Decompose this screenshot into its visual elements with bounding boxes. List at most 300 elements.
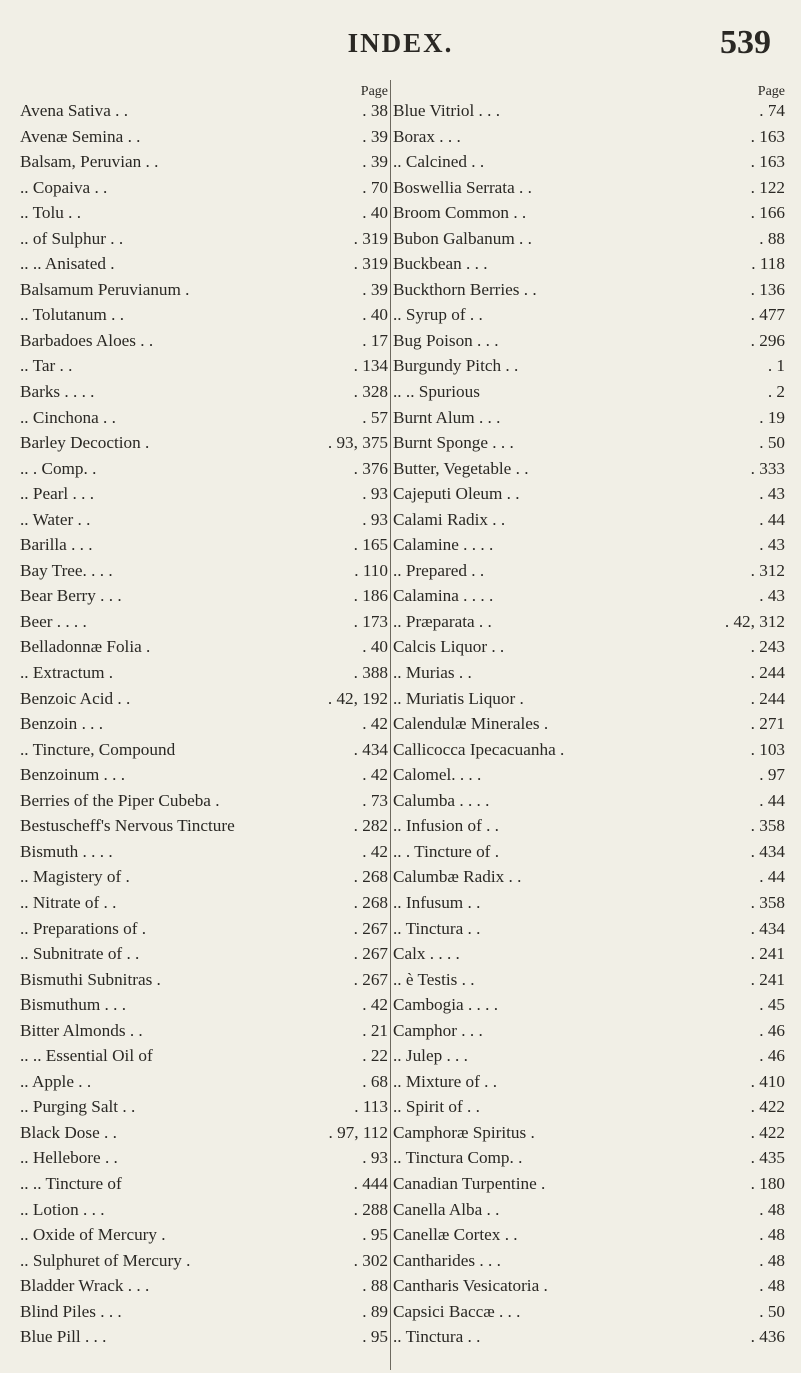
entry-term: Cajeputi Oleum . . xyxy=(393,484,520,504)
entry-term: Blue Vitriol . . . xyxy=(393,101,501,120)
index-column-left xyxy=(20,80,388,1350)
entry-page: . 422 xyxy=(750,1122,785,1142)
entry-term: .. Tinctura . . xyxy=(393,918,481,938)
entry-page: . 43 xyxy=(759,586,785,606)
entry-page: . 244 xyxy=(750,663,785,683)
entry-page: . 103 xyxy=(750,739,785,759)
entry-term: .. Tinctura Comp. . xyxy=(393,1148,523,1168)
index-entry xyxy=(20,405,388,431)
entry-page: . 42 xyxy=(362,765,388,785)
entry-page: . 74 xyxy=(759,101,785,120)
index-entry xyxy=(393,788,785,814)
entry-page: . 165 xyxy=(353,535,388,555)
index-entry xyxy=(393,583,785,609)
entry-term: .. Purging Salt . . xyxy=(20,1097,136,1117)
entry-term: .. Calcined . . xyxy=(393,152,485,172)
index-entry xyxy=(393,711,785,737)
entry-page: . 1 xyxy=(767,356,785,376)
entry-term: Calendulæ Minerales . xyxy=(393,714,549,734)
entry-page: . 97, 112 xyxy=(328,1122,388,1142)
entry-term: Capsici Baccæ . . . xyxy=(393,1301,521,1321)
index-entry xyxy=(393,941,785,967)
entry-page: . 93 xyxy=(362,484,388,504)
entry-page: . 42, 312 xyxy=(724,611,785,631)
index-entry xyxy=(20,1324,388,1350)
entry-term: .. Infusion of . . xyxy=(393,816,499,836)
entry-page: . 21 xyxy=(362,1020,388,1040)
index-entry xyxy=(393,992,785,1018)
entry-term: Calumba . . . . xyxy=(393,790,490,810)
index-entry xyxy=(393,328,785,354)
index-entry xyxy=(20,992,388,1018)
entry-page: . 241 xyxy=(750,944,785,964)
entry-term: Barks . . . . xyxy=(20,382,95,402)
index-entry xyxy=(393,839,785,865)
entry-page: . 48 xyxy=(759,1225,785,1245)
index-entry xyxy=(20,481,388,507)
index-entry xyxy=(20,1222,388,1248)
entry-term: Belladonnæ Folia . xyxy=(20,637,151,657)
index-entry xyxy=(393,737,785,763)
entry-term: .. . Tincture of . xyxy=(393,841,499,861)
index-entry xyxy=(20,175,388,201)
page-title: INDEX. xyxy=(347,28,454,58)
index-entry xyxy=(20,1120,388,1146)
entry-term: Broom Common . . xyxy=(393,203,527,223)
entry-page: . 328 xyxy=(353,382,388,402)
index-entry xyxy=(393,1043,785,1069)
entry-page: . 22 xyxy=(362,1046,388,1066)
entry-page: . 434 xyxy=(750,918,785,938)
entry-page: . 434 xyxy=(353,739,388,759)
entry-page: . 166 xyxy=(750,203,785,223)
index-entry xyxy=(20,353,388,379)
index-entry xyxy=(20,660,388,686)
entry-term: .. Julep . . . xyxy=(393,1046,468,1066)
index-entry xyxy=(20,890,388,916)
entry-page: . 243 xyxy=(750,637,785,657)
entry-term: .. Tolutanum . . xyxy=(20,305,124,325)
entry-term: .. Tolu . . xyxy=(20,203,82,223)
index-entry xyxy=(393,762,785,788)
entry-page: . 38 xyxy=(362,101,388,120)
entry-term: Bitter Almonds . . xyxy=(20,1020,143,1040)
index-entry xyxy=(393,634,785,660)
entry-term: .. .. Essential Oil of xyxy=(20,1046,153,1066)
entry-term: .. Spirit of . . xyxy=(393,1097,480,1117)
entry-page: . 17 xyxy=(362,330,388,350)
index-entry xyxy=(393,1197,785,1223)
index-entry xyxy=(393,558,785,584)
entry-term: Calamine . . . . xyxy=(393,535,494,555)
entry-page: . 110 xyxy=(354,560,388,580)
entry-page: . 422 xyxy=(750,1097,785,1117)
entry-page: . 42 xyxy=(362,714,388,734)
index-entry xyxy=(20,532,388,558)
entry-page: . 122 xyxy=(750,177,785,197)
index-entry xyxy=(20,200,388,226)
index-entry xyxy=(20,456,388,482)
index-entry xyxy=(393,660,785,686)
index-entry xyxy=(393,864,785,890)
index-entry xyxy=(20,149,388,175)
entry-page: . 48 xyxy=(759,1276,785,1296)
index-entry xyxy=(393,251,785,277)
entry-term: Barley Decoction . xyxy=(20,433,150,453)
index-entry xyxy=(20,558,388,584)
entry-page: . 244 xyxy=(750,688,785,708)
index-entry xyxy=(20,1018,388,1044)
index-entry xyxy=(20,864,388,890)
entry-page: . 95 xyxy=(362,1327,388,1347)
entry-term: .. Subnitrate of . . xyxy=(20,944,140,964)
entry-page: . 97 xyxy=(759,765,785,785)
entry-page: . 312 xyxy=(750,560,785,580)
index-entry xyxy=(20,1069,388,1095)
entry-page: . 42 xyxy=(362,841,388,861)
entry-term: Black Dose . . xyxy=(20,1122,117,1142)
entry-term: .. Lotion . . . xyxy=(20,1199,105,1219)
entry-term: Blind Piles . . . xyxy=(20,1301,122,1321)
index-entry xyxy=(393,1094,785,1120)
index-entry xyxy=(20,916,388,942)
index-entry xyxy=(393,430,785,456)
entry-term: .. Hellebore . . xyxy=(20,1148,118,1168)
entry-page: . 268 xyxy=(353,892,388,912)
index-entry xyxy=(20,379,388,405)
entry-page: . 388 xyxy=(353,663,388,683)
entry-term: .. Apple . . xyxy=(20,1071,92,1091)
entry-page: . 319 xyxy=(353,228,388,248)
page-header xyxy=(0,0,801,80)
entry-term: Callicocca Ipecacuanha . xyxy=(393,739,565,759)
entry-term: Cantharis Vesicatoria . xyxy=(393,1276,548,1296)
entry-page: . 73 xyxy=(362,790,388,810)
entry-page: . 93 xyxy=(362,509,388,529)
entry-page: . 50 xyxy=(759,1301,785,1321)
entry-page: . 163 xyxy=(750,152,785,172)
page-column-label: Page xyxy=(757,84,785,99)
index-entry xyxy=(20,762,388,788)
entry-term: .. Murias . . xyxy=(393,663,472,683)
entry-term: .. Extractum . xyxy=(20,663,114,683)
entry-page: . 43 xyxy=(759,535,785,555)
entry-term: Bug Poison . . . xyxy=(393,330,499,350)
entry-term: Barilla . . . xyxy=(20,535,93,555)
entry-page: . 288 xyxy=(353,1199,388,1219)
index-entry xyxy=(20,1043,388,1069)
entry-page: . 136 xyxy=(750,279,785,299)
entry-term: .. Infusum . . xyxy=(393,892,481,912)
entry-term: Calumbæ Radix . . xyxy=(393,867,522,887)
index-entry xyxy=(393,200,785,226)
index-entry xyxy=(393,277,785,303)
entry-term: Camphor . . . xyxy=(393,1020,483,1040)
entry-term: Calamina . . . . xyxy=(393,586,494,606)
entry-page: . 50 xyxy=(759,433,785,453)
entry-page: . 267 xyxy=(353,918,388,938)
entry-term: .. Water . . xyxy=(20,509,91,529)
entry-term: Calx . . . . xyxy=(393,944,460,964)
index-entry xyxy=(20,251,388,277)
entry-term: Butter, Vegetable . . xyxy=(393,458,529,478)
entry-term: .. Magistery of . xyxy=(20,867,130,887)
index-entry xyxy=(393,353,785,379)
entry-term: .. Tinctura . . xyxy=(393,1327,481,1347)
entry-term: .. Syrup of . . xyxy=(393,305,483,325)
index-entry xyxy=(20,1171,388,1197)
entry-page: . 410 xyxy=(750,1071,785,1091)
column-divider xyxy=(390,80,391,1370)
index-entry xyxy=(20,967,388,993)
index-entry xyxy=(393,1299,785,1325)
entry-term: .. Præparata . . xyxy=(393,611,492,631)
index-entry xyxy=(393,124,785,150)
entry-term: Boswellia Serrata . . xyxy=(393,177,532,197)
entry-page: . 186 xyxy=(353,586,388,606)
entry-page: . 282 xyxy=(353,816,388,836)
index-entry xyxy=(393,226,785,252)
entry-page: . 95 xyxy=(362,1225,388,1245)
index-entry xyxy=(20,839,388,865)
entry-term: Canadian Turpentine . xyxy=(393,1173,546,1193)
entry-page: . 113 xyxy=(354,1097,388,1117)
entry-term: .. Prepared . . xyxy=(393,560,485,580)
entry-page: . 302 xyxy=(353,1250,388,1270)
entry-page: . 44 xyxy=(759,790,785,810)
entry-page: . 2 xyxy=(767,382,785,402)
entry-page: . 40 xyxy=(362,637,388,657)
entry-term: .. Muriatis Liquor . xyxy=(393,688,524,708)
entry-term: .. Cinchona . . xyxy=(20,407,116,427)
index-entry xyxy=(393,1273,785,1299)
entry-term: Benzoin . . . xyxy=(20,714,104,734)
entry-page: . 68 xyxy=(362,1071,388,1091)
entry-page: . 436 xyxy=(750,1327,785,1347)
entry-term: .. .. Tincture of xyxy=(20,1173,122,1193)
entry-term: Cantharides . . . xyxy=(393,1250,501,1270)
index-entry xyxy=(393,1120,785,1146)
entry-term: Berries of the Piper Cubeba . xyxy=(20,790,220,810)
entry-term: Bay Tree. . . . xyxy=(20,560,113,580)
entry-page: . 435 xyxy=(750,1148,785,1168)
entry-term: Canella Alba . . xyxy=(393,1199,500,1219)
entry-term: .. of Sulphur . . xyxy=(20,228,124,248)
entry-term: Benzoinum . . . xyxy=(20,765,126,785)
index-entry xyxy=(393,456,785,482)
entry-page: . 267 xyxy=(353,969,388,989)
entry-term: .. . Comp. . xyxy=(20,458,97,478)
entry-page: . 48 xyxy=(759,1250,785,1270)
index-entry xyxy=(20,277,388,303)
index-entry xyxy=(20,226,388,252)
index-entry xyxy=(393,98,785,124)
index-entry xyxy=(393,1222,785,1248)
entry-page: . 134 xyxy=(353,356,388,376)
entry-page: . 173 xyxy=(353,611,388,631)
entry-page: . 241 xyxy=(750,969,785,989)
entry-term: Balsamum Peruvianum . xyxy=(20,279,190,299)
index-entry xyxy=(393,1324,785,1350)
index-entry xyxy=(393,916,785,942)
entry-page: . 40 xyxy=(362,203,388,223)
entry-term: Burnt Alum . . . xyxy=(393,407,501,427)
entry-page: . 180 xyxy=(750,1173,785,1193)
index-entry xyxy=(393,405,785,431)
entry-term: Bubon Galbanum . . xyxy=(393,228,532,248)
index-entry xyxy=(20,124,388,150)
entry-term: .. è Testis . . xyxy=(393,969,475,989)
entry-term: .. Oxide of Mercury . xyxy=(20,1225,166,1245)
index-entry xyxy=(20,609,388,635)
index-entry xyxy=(393,890,785,916)
index-entry xyxy=(393,1171,785,1197)
index-entry xyxy=(20,1248,388,1274)
index-entry xyxy=(20,430,388,456)
entry-page: . 88 xyxy=(362,1276,388,1296)
entry-term: Calcis Liquor . . xyxy=(393,637,505,657)
entry-page: . 44 xyxy=(759,509,785,529)
index-entry xyxy=(20,941,388,967)
entry-page: . 40 xyxy=(362,305,388,325)
entry-term: Burgundy Pitch . . xyxy=(393,356,519,376)
entry-term: Cambogia . . . . xyxy=(393,995,499,1015)
entry-page: . 93 xyxy=(362,1148,388,1168)
page-column-label: Page xyxy=(360,84,388,99)
entry-page: . 43 xyxy=(759,484,785,504)
entry-term: .. Pearl . . . xyxy=(20,484,94,504)
index-entry xyxy=(393,149,785,175)
entry-term: Buckthorn Berries . . xyxy=(393,279,537,299)
entry-term: Bismuthi Subnitras . xyxy=(20,969,161,989)
entry-page: . 48 xyxy=(759,1199,785,1219)
index-entry xyxy=(393,302,785,328)
page-number: 539 xyxy=(720,24,771,61)
index-entry xyxy=(20,1299,388,1325)
index-entry xyxy=(393,532,785,558)
entry-term: .. Tar . . xyxy=(20,356,73,376)
entry-term: Beer . . . . xyxy=(20,611,87,631)
index-entry xyxy=(20,634,388,660)
index-entry xyxy=(20,737,388,763)
index-entry xyxy=(20,1197,388,1223)
index-entry xyxy=(20,788,388,814)
entry-term: .. Tincture, Compound xyxy=(20,739,176,759)
entry-term: .. Preparations of . xyxy=(20,918,147,938)
entry-term: Burnt Sponge . . . xyxy=(393,433,514,453)
entry-page: . 268 xyxy=(353,867,388,887)
entry-term: Bestuscheff's Nervous Tincture xyxy=(20,816,235,836)
entry-page: . 46 xyxy=(759,1020,785,1040)
index-entry xyxy=(393,813,785,839)
index-entry xyxy=(20,328,388,354)
entry-page: . 57 xyxy=(362,407,388,427)
entry-page: . 89 xyxy=(362,1301,388,1321)
entry-page: . 358 xyxy=(750,892,785,912)
entry-page: . 434 xyxy=(750,841,785,861)
entry-page: . 376 xyxy=(353,458,388,478)
entry-term: Buckbean . . . xyxy=(393,254,488,274)
entry-term: Bismuthum . . . xyxy=(20,995,127,1015)
index-entry xyxy=(20,1273,388,1299)
index-entry xyxy=(20,302,388,328)
entry-page: . 163 xyxy=(750,126,785,146)
entry-term: Bismuth . . . . xyxy=(20,841,113,861)
entry-term: Bear Berry . . . xyxy=(20,586,122,606)
index-entry xyxy=(393,609,785,635)
index-entry xyxy=(20,583,388,609)
entry-page: . 118 xyxy=(751,254,785,274)
entry-term: Balsam, Peruvian . . xyxy=(20,152,159,172)
entry-term: Blue Pill . . . xyxy=(20,1327,107,1347)
index-column-right xyxy=(393,80,785,1350)
index-entry xyxy=(393,175,785,201)
entry-page: . 358 xyxy=(750,816,785,836)
entry-term: Benzoic Acid . . xyxy=(20,688,131,708)
entry-page: . 271 xyxy=(750,714,785,734)
index-entry xyxy=(393,1145,785,1171)
entry-term: .. .. Anisated . xyxy=(20,254,115,274)
entry-page: . 39 xyxy=(362,126,388,146)
entry-page: . 46 xyxy=(759,1046,785,1066)
index-entry xyxy=(20,1145,388,1171)
entry-term: Barbadoes Aloes . . xyxy=(20,330,154,350)
index-entry xyxy=(393,1248,785,1274)
entry-term: Canellæ Cortex . . xyxy=(393,1225,518,1245)
entry-term: .. Copaiva . . xyxy=(20,177,108,197)
entry-term: Avenæ Semina . . xyxy=(20,126,141,146)
index-entry xyxy=(393,686,785,712)
entry-page: . 70 xyxy=(362,177,388,197)
entry-page: . 267 xyxy=(353,944,388,964)
index-entry xyxy=(393,507,785,533)
entry-term: .. .. Spurious xyxy=(393,382,480,402)
index-entry xyxy=(20,813,388,839)
index-entry xyxy=(20,686,388,712)
entry-page: . 39 xyxy=(362,152,388,172)
entry-page: . 45 xyxy=(759,995,785,1015)
entry-term: Bladder Wrack . . . xyxy=(20,1276,150,1296)
index-entry xyxy=(393,481,785,507)
entry-page: . 444 xyxy=(353,1173,388,1193)
entry-term: Calomel. . . . xyxy=(393,765,482,785)
index-entry xyxy=(393,1069,785,1095)
entry-term: .. Mixture of . . xyxy=(393,1071,498,1091)
index-entry xyxy=(393,379,785,405)
entry-term: Calami Radix . . xyxy=(393,509,506,529)
entry-page: . 333 xyxy=(750,458,785,478)
entry-term: .. Sulphuret of Mercury . xyxy=(20,1250,191,1270)
entry-term: Camphoræ Spiritus . xyxy=(393,1122,535,1142)
index-entry xyxy=(393,967,785,993)
entry-page: . 93, 375 xyxy=(327,433,388,453)
entry-page: . 319 xyxy=(353,254,388,274)
entry-term: Borax . . . xyxy=(393,126,461,146)
entry-page: . 477 xyxy=(750,305,785,325)
index-entry xyxy=(20,507,388,533)
entry-page: . 39 xyxy=(362,279,388,299)
index-entry xyxy=(20,711,388,737)
entry-page: . 44 xyxy=(759,867,785,887)
entry-term: Avena Sativa . . xyxy=(20,101,129,120)
entry-term: .. Nitrate of . . xyxy=(20,892,117,912)
entry-page: . 42 xyxy=(362,995,388,1015)
entry-page: . 42, 192 xyxy=(327,688,388,708)
entry-page: . 19 xyxy=(759,407,785,427)
entry-page: . 296 xyxy=(750,330,785,350)
entry-page: . 88 xyxy=(759,228,785,248)
index-entry xyxy=(20,98,388,124)
